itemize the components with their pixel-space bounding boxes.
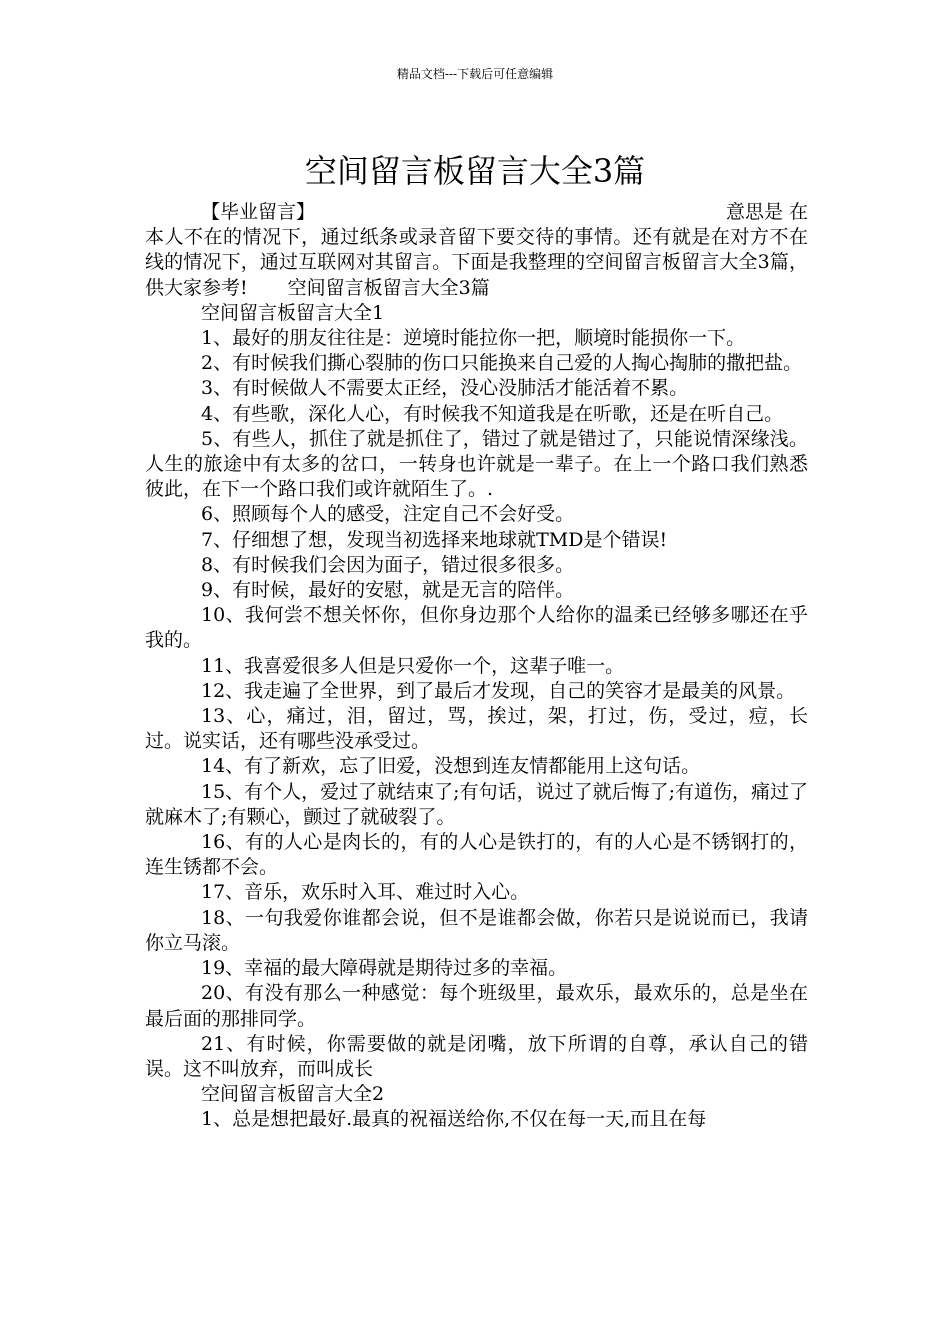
list-item: 16、有的人心是肉长的，有的人心是铁打的，有的人心是不锈钢打的，连生锈都不会。 bbox=[145, 831, 808, 879]
list-item: 7、仔细想了想，发现当初选择来地球就TMD是个错误! bbox=[201, 528, 668, 551]
intro-tag: 【毕业留言】 bbox=[201, 201, 316, 223]
intro-paragraph bbox=[145, 200, 808, 301]
list-item: 14、有了新欢，忘了旧爱，没想到连友情都能用上这句话。 bbox=[201, 755, 701, 778]
list-item: 9、有时候，最好的安慰，就是无言的陪伴。 bbox=[201, 579, 575, 602]
list-item: 1、最好的朋友往往是：逆境时能拉你一把，顺境时能损你一下。 bbox=[201, 327, 746, 350]
intro-text: 本人不在的情况下，通过纸条或录音留下要交待的事情。还有就是在对方不在线的情况下，通过互联网对其留言。下面是我整理的空间留言板留言大全3篇，供大家参考! bbox=[145, 226, 808, 299]
section-heading: 空间留言板留言大全2 bbox=[201, 1083, 385, 1106]
list-item: 8、有时候我们会因为面子，错过很多很多。 bbox=[201, 553, 575, 576]
document-body bbox=[145, 200, 808, 1133]
header-note: 精品文档---下载后可任意编辑 bbox=[396, 67, 554, 81]
intro-tail: 空间留言板留言大全3篇 bbox=[287, 276, 490, 299]
list-item: 12、我走遍了全世界，到了最后才发现，自己的笑容才是最美的风景。 bbox=[201, 679, 796, 702]
list-item: 21、有时候，你需要做的就是闭嘴，放下所谓的自尊，承认自己的错误。这不叫放弃，而叫成长 bbox=[145, 1032, 808, 1080]
list-item: 2、有时候我们撕心裂肺的伤口只能换来自己爱的人掏心掏肺的撒把盐。 bbox=[201, 352, 803, 375]
list-item: 4、有些歌，深化人心，有时候我不知道我是在听歌，还是在听自己。 bbox=[201, 402, 784, 425]
list-item: 1、总是想把最好.最真的祝福送给你,不仅在每一天,而且在每 bbox=[201, 1108, 707, 1131]
document-title: 空间留言板留言大全3篇 bbox=[304, 152, 646, 191]
list-item: 11、我喜爱很多人但是只爱你一个，这辈子唯一。 bbox=[201, 654, 625, 677]
list-item: 18、一句我爱你谁都会说，但不是谁都会做，你若只是说说而已，我请你立马滚。 bbox=[145, 906, 808, 954]
intro-lead: 意思是 在 bbox=[725, 201, 808, 223]
list-item: 17、音乐，欢乐时入耳、难过时入心。 bbox=[201, 881, 530, 904]
list-item: 6、照顾每个人的感受，注定自己不会好受。 bbox=[201, 503, 575, 526]
list-item: 3、有时候做人不需要太正经，没心没肺活才能活着不累。 bbox=[201, 377, 689, 400]
list-item: 20、有没有那么一种感觉：每个班级里，最欢乐，最欢乐的，总是坐在最后面的那排同学。 bbox=[145, 982, 808, 1030]
list-item: 19、幸福的最大障碍就是期待过多的幸福。 bbox=[201, 957, 568, 980]
list-item: 10、我何尝不想关怀你，但你身边那个人给你的温柔已经够多哪还在乎我的。 bbox=[145, 604, 808, 652]
section-heading: 空间留言板留言大全1 bbox=[201, 301, 385, 324]
list-item: 13、心，痛过，泪，留过，骂，挨过，架，打过，伤，受过，痘，长过。说实话，还有哪些没承受过。 bbox=[145, 705, 808, 753]
list-item: 5、有些人，抓住了就是抓住了，错过了就是错过了，只能说情深缘浅。人生的旅途中有太多的岔口，一转身也许就是一辈子。在上一个路口我们熟悉彼此，在下一个路口我们或许就陌生了。. bbox=[145, 427, 808, 501]
list-item: 15、有个人，爱过了就结束了;有句话，说过了就后悔了;有道伤，痛过了就麻木了;有颗心，颤过了就破裂了。 bbox=[145, 780, 808, 828]
